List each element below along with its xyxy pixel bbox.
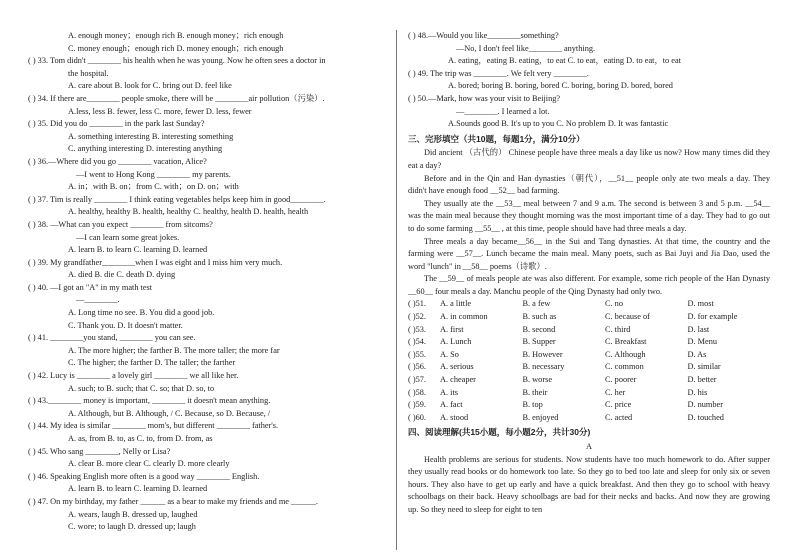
cloze-passage	[408, 147, 770, 298]
option-choice: D. for example	[687, 312, 738, 322]
option-choice: B. their	[522, 387, 548, 397]
option-choice: A. serious	[440, 362, 474, 372]
cloze-option-row	[408, 349, 770, 362]
cloze-option-row	[408, 374, 770, 387]
cloze-options	[408, 298, 770, 424]
question-number: ( )51.	[408, 299, 426, 309]
option-choice: A. fact	[440, 400, 463, 410]
question-number: ( )57.	[408, 375, 426, 385]
cloze-section-header: 三、完形填空（共10题，每题1分，满分10分）	[408, 133, 585, 144]
question-stem: ( ) 48.—Would you like________something?	[408, 31, 559, 40]
answer-options: A. in；with B. on；from C. with；on D. on；with	[68, 182, 239, 192]
cloze-option-row	[408, 324, 770, 337]
option-choice: B. second	[522, 324, 556, 334]
answer-options: A. as, from B. to, as C. to, from D. from, as	[68, 434, 213, 443]
question-stem: ( ) 43.________ money is important, ________ it doesn't mean anything.	[28, 396, 271, 406]
question-line: —I can learn some great jokes.	[76, 232, 180, 242]
question-number: ( )58.	[408, 387, 426, 397]
answer-options: A. healthy, healthy B. health, healthy C. healthy, health D. health, health	[68, 207, 309, 217]
question-stem: ( ) 42. Lucy is ________ a lovely girl ________ we all like her.	[28, 371, 239, 381]
question-line: —I went to Hong Kong ________ my parents.	[76, 169, 231, 179]
question-number: ( )55.	[408, 349, 426, 359]
answer-options: C. anything interesting D. interesting anything	[68, 144, 223, 154]
cloze-option-row	[408, 298, 770, 311]
question-stem: ( ) 35. Did you do ________ in the park last Sunday?	[28, 119, 205, 129]
option-choice: B. necessary	[522, 362, 565, 372]
cloze-option-row	[408, 399, 770, 412]
answer-options: A. learn B. to learn C. learning D. learned	[68, 484, 208, 494]
question-stem: ( ) 45. Who sang ________, Nelly or Lisa?	[28, 446, 171, 456]
cloze-paragraph: Before and in the Qin and Han dynasties（朝代），__51__ people only ate two meals a day. They didn't have enough food __52__ bad farming.	[408, 173, 770, 196]
option-choice: B. a few	[522, 299, 551, 309]
answer-options: C. wore; to laugh D. dressed up; laugh	[68, 522, 196, 532]
option-choice: B. Supper	[522, 337, 556, 347]
question-stem: ( ) 33. Tom didn't ________ his health when he was young. Now he often sees a doctor in	[28, 56, 326, 66]
answer-options: A. such; to B. such; that C. so; that D. so, to	[68, 383, 215, 393]
option-choice: D. better	[687, 375, 717, 385]
question-stem: ( ) 44. My idea is similar ________ mom's, but different ________ father's.	[28, 421, 279, 431]
question-number: ( )60.	[408, 412, 426, 422]
question-stem: ( ) 49. The trip was ________. We felt very ________.	[408, 68, 589, 78]
cloze-paragraph: They usually ate the __53__ meal between 7 and 9 a.m. The second is between 3 and 5 p.m. __54__ was the main meal because they thought morning was the most important time of a day. They had to go out to do some farming __55__ , at this time, people should have had three meals a day.	[408, 198, 770, 233]
left-column	[28, 30, 388, 534]
cloze-paragraph: The __59__ of meals people ate was also different. For example, some rich people of the Han Dynasty __60__ four meals a day. Manchu people of the Qing Dynasty had only two.	[408, 274, 770, 296]
answer-options: A. bored; boring B. boring, bored C. boring, boring D. bored, bored	[448, 81, 673, 91]
question-stem: ( ) 36.—Where did you go ________ vacation, Alice?	[28, 156, 207, 166]
option-choice: C. her	[605, 387, 626, 397]
option-choice: A. So	[440, 349, 459, 359]
question-stem: ( ) 47. On my birthday, my father ______ as a bear to make my friends and me ______.	[28, 496, 319, 506]
cloze-option-row	[408, 311, 770, 324]
option-choice: D. number	[687, 400, 723, 410]
question-number: ( )59.	[408, 400, 426, 410]
question-number: ( )52.	[408, 312, 426, 322]
cloze-option-row	[408, 387, 770, 400]
option-choice: C. acted	[605, 412, 633, 422]
question-stem: ( ) 38. —What can you expect ________ from sitcoms?	[28, 219, 213, 229]
option-choice: B. However	[522, 349, 563, 359]
question-stem: ( ) 46. Speaking English more often is a good way ________ English.	[28, 471, 260, 481]
question-stem: ( ) 37. Tim is really ________ I think eating vegetables helps keep him in good________.	[28, 194, 326, 204]
questions-48-50	[408, 30, 770, 131]
option-choice: C. third	[605, 324, 631, 334]
option-choice: D. similar	[687, 362, 721, 372]
option-choice: C. common	[605, 362, 644, 372]
reading-section-header: 四、阅读理解(共15小题，每小题2分，共计30分)	[408, 427, 591, 438]
question-number: ( )54.	[408, 337, 426, 347]
option-choice: A. in common	[440, 312, 488, 322]
question-stem: ( ) 34. If there are________ people smoke, there will be ________air pollution（污染）.	[28, 93, 325, 103]
option-choice: A. cheaper	[440, 375, 476, 385]
option-choice: D. As	[687, 349, 707, 359]
option-choice: D. touched	[687, 412, 724, 422]
answer-options: A. The more higher; the farther B. The more taller; the more far	[68, 345, 280, 355]
option-choice: A. a little	[440, 299, 472, 309]
option-choice: C. no	[605, 299, 623, 309]
option-choice: B. such as	[522, 312, 557, 322]
reading-passage: Health problems are serious for students. Now students have too much homework to do. After supper they usually read books or do homework too late. So they go to bed too late and sleep for only six or seven hours. They also have to get up early and have a quick breakfast. And then they go to school with heavy schoolbags on their back. Heavy schoolbags are bad for their necks and backs. And now they are growing up. So they need to sleep for eight to ten	[408, 454, 770, 514]
question-number: ( )53.	[408, 324, 426, 334]
column-divider	[396, 30, 397, 550]
passage-label: A	[586, 442, 592, 451]
answer-options: A. something interesting B. interesting something	[68, 131, 234, 141]
option-choice: C. Breakfast	[605, 337, 647, 347]
answer-options: C. The higher; the farther D. The taller; the farther	[68, 358, 236, 368]
answer-options: C. Thank you. D. It doesn't matter.	[68, 320, 183, 330]
answer-options: C. money enough；enough rich D. money enough；rich enough	[68, 43, 284, 53]
question-number: ( )56.	[408, 362, 426, 372]
cloze-option-row	[408, 361, 770, 374]
answer-options: A. learn B. to learn C. learning D. learned	[68, 245, 208, 255]
question-line: —________.	[76, 295, 120, 305]
option-choice: B. enjoyed	[522, 412, 559, 422]
question-stem: ( ) 39. My grandfather________when I was eight and I miss him very much.	[28, 257, 283, 267]
question-stem: ( ) 50.—Mark, how was your visit to Beijing?	[408, 93, 561, 103]
cloze-paragraph: Did ancient （古代的） Chinese people have three meals a day like us now? How many times did they eat a day?	[408, 148, 770, 170]
question-line: —________. I learned a lot.	[456, 106, 550, 116]
question-line: —No, I don't feel like________ anything.	[456, 43, 596, 53]
answer-options: A.Sounds good B. It's up to you C. No problem D. It was fantastic	[448, 119, 669, 129]
option-choice: C. poorer	[605, 375, 637, 385]
option-choice: C. price	[605, 400, 632, 410]
option-choice: D. last	[687, 324, 710, 334]
option-choice: A. first	[440, 324, 464, 334]
answer-options: A. Long time no see. B. You did a good job.	[68, 308, 215, 318]
option-choice: D. Menu	[687, 337, 717, 347]
option-choice: C. because of	[605, 312, 650, 322]
answer-options: A.less, less B. fewer, less C. more, fewer D. less, fewer	[68, 106, 252, 116]
answer-options: A. clear B. more clear C. clearly D. more clearly	[68, 459, 230, 469]
option-choice: B. worse	[522, 375, 552, 385]
answer-options: A. died B. die C. death D. dying	[68, 270, 176, 280]
option-choice: D. most	[687, 299, 714, 309]
option-choice: A. its	[440, 387, 458, 397]
cloze-option-row	[408, 412, 770, 425]
cloze-paragraph: Three meals a day became__56__ in the Sui and Tang dynasties. At that time, the country and the farming were __57__. Lunch became the main meal. Many poets, such as Bai Juyi and Jia Dao, used the word "lunch" in __58__ poems（诗歌）.	[408, 236, 770, 271]
answer-options: A. eating，eating B. eating，to eat C. to eat，eating D. to eat，to eat	[448, 56, 681, 66]
option-choice: B. top	[522, 400, 543, 410]
cloze-option-row	[408, 336, 770, 349]
question-line: the hospital.	[68, 68, 109, 78]
option-choice: D. his	[687, 387, 708, 397]
question-stem: ( ) 40. —I got an "A" in my math test	[28, 282, 153, 292]
question-stem: ( ) 41. ________you stand, ________ you can see.	[28, 333, 196, 343]
option-choice: A. stood	[440, 412, 469, 422]
answer-options: A. care about B. look for C. bring out D. feel like	[68, 81, 232, 91]
answer-options: A. Although, but B. Although, / C. Because, so D. Because, /	[68, 408, 271, 418]
option-choice: C. Although	[605, 349, 646, 359]
option-choice: A. Lunch	[440, 337, 472, 347]
right-column	[408, 30, 770, 517]
answer-options: A. wears, laugh B. dressed up, laughed	[68, 509, 198, 519]
answer-options: A. enough money；enough rich B. enough money；rich enough	[68, 31, 284, 40]
